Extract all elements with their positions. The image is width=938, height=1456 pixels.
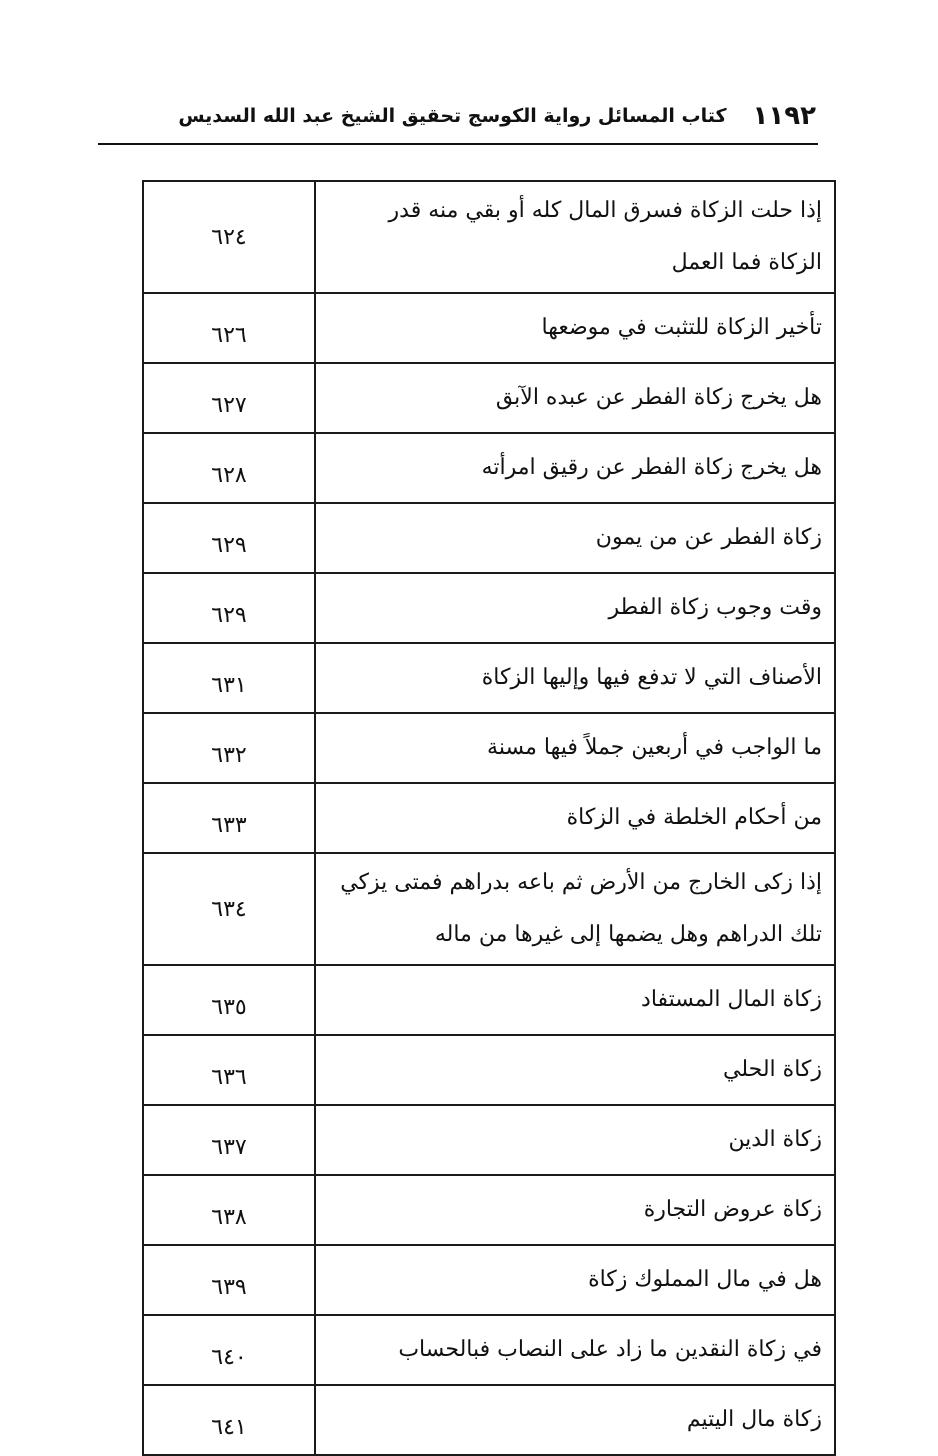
topic-cell: إذا حلت الزكاة فسرق المال كله أو بقي منه قدر الزكاة فما العمل xyxy=(315,181,835,293)
topic-cell: هل يخرج زكاة الفطر عن رقيق امرأته xyxy=(315,433,835,503)
page-ref-cell: ٦٤٠ xyxy=(143,1315,315,1385)
table-row xyxy=(143,643,835,713)
page-ref-cell: ٦٢٧ xyxy=(143,363,315,433)
table-row xyxy=(143,965,835,1035)
page-ref-cell: ٦٣٧ xyxy=(143,1105,315,1175)
table-row xyxy=(143,181,835,293)
table-row xyxy=(143,433,835,503)
table-row xyxy=(143,1175,835,1245)
topic-cell: زكاة عروض التجارة xyxy=(315,1175,835,1245)
page-ref-cell: ٦٤١ xyxy=(143,1385,315,1455)
table-row xyxy=(143,1315,835,1385)
page-ref-cell: ٦٢٩ xyxy=(143,573,315,643)
page-number: ١١٩٢ xyxy=(752,101,816,131)
topic-cell: زكاة الفطر عن من يمون xyxy=(315,503,835,573)
topic-cell: وقت وجوب زكاة الفطر xyxy=(315,573,835,643)
topic-cell: هل يخرج زكاة الفطر عن عبده الآبق xyxy=(315,363,835,433)
table-row xyxy=(143,1245,835,1315)
topic-cell: إذا زكى الخارج من الأرض ثم باعه بدراهم فمتى يزكي تلك الدراهم وهل يضمها إلى غيرها من ماله xyxy=(315,853,835,965)
topics-index-table xyxy=(142,180,836,1456)
page-ref-cell: ٦٣٥ xyxy=(143,965,315,1035)
table-row xyxy=(143,573,835,643)
page-header xyxy=(98,96,816,136)
table-row xyxy=(143,1035,835,1105)
topic-cell: الأصناف التي لا تدفع فيها وإليها الزكاة xyxy=(315,643,835,713)
table-row xyxy=(143,363,835,433)
page-ref-cell: ٦٣٣ xyxy=(143,783,315,853)
table-row xyxy=(143,1385,835,1455)
book-title: كتاب المسائل رواية الكوسج تحقيق الشيخ عبد الله السديس xyxy=(178,105,727,127)
topic-cell: تأخير الزكاة للتثبت في موضعها xyxy=(315,293,835,363)
page-ref-cell: ٦٢٨ xyxy=(143,433,315,503)
topic-cell: ما الواجب في أربعين جملاً فيها مسنة xyxy=(315,713,835,783)
page-ref-cell: ٦٣٩ xyxy=(143,1245,315,1315)
page-ref-cell: ٦٣٢ xyxy=(143,713,315,783)
table-row xyxy=(143,503,835,573)
table-row xyxy=(143,1105,835,1175)
topic-cell: زكاة مال اليتيم xyxy=(315,1385,835,1455)
table-row xyxy=(143,783,835,853)
page-ref-cell: ٦٣٤ xyxy=(143,853,315,965)
topic-cell: زكاة الحلي xyxy=(315,1035,835,1105)
page-ref-cell: ٦٣٨ xyxy=(143,1175,315,1245)
header-divider xyxy=(98,143,818,145)
page-ref-cell: ٦٣٦ xyxy=(143,1035,315,1105)
table-row xyxy=(143,853,835,965)
page-ref-cell: ٦٢٦ xyxy=(143,293,315,363)
topic-cell: هل في مال المملوك زكاة xyxy=(315,1245,835,1315)
page-ref-cell: ٦٢٩ xyxy=(143,503,315,573)
table-row xyxy=(143,293,835,363)
page-ref-cell: ٦٢٤ xyxy=(143,181,315,293)
topic-cell: في زكاة النقدين ما زاد على النصاب فبالحساب xyxy=(315,1315,835,1385)
topic-cell: زكاة الدين xyxy=(315,1105,835,1175)
page-ref-cell: ٦٣١ xyxy=(143,643,315,713)
topic-cell: من أحكام الخلطة في الزكاة xyxy=(315,783,835,853)
topic-cell: زكاة المال المستفاد xyxy=(315,965,835,1035)
table-row xyxy=(143,713,835,783)
